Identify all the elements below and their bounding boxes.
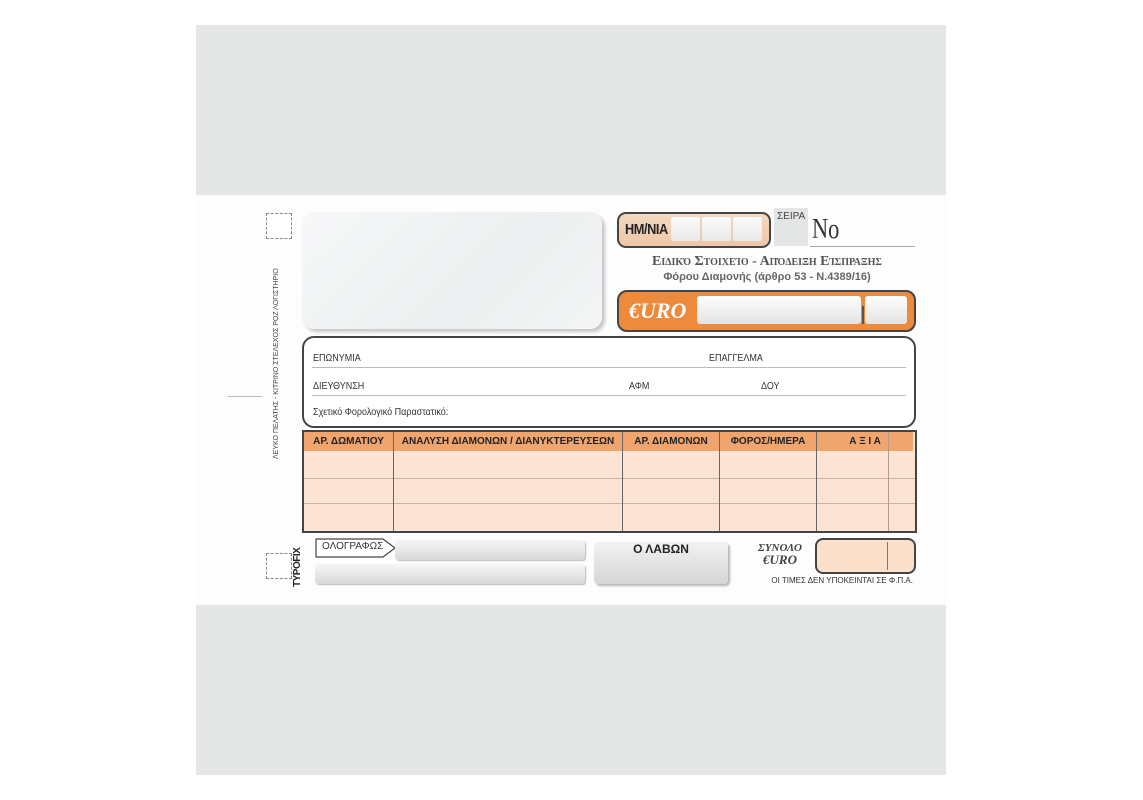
address-label: ΔΙΕΥΘΥΝΣΗ xyxy=(313,381,365,392)
company-line[interactable] xyxy=(312,367,906,368)
date-label: HM/NIA xyxy=(625,221,668,238)
issuer-stamp-area[interactable] xyxy=(302,212,602,329)
document-subtitle: Φόρου Διαμονής (άρθρο 53 - Ν.4389/16) xyxy=(663,271,871,283)
bottom-grey-band xyxy=(196,605,946,775)
in-words-input-1[interactable] xyxy=(395,540,585,560)
receiver-signature-box[interactable] xyxy=(594,542,728,584)
bottom-checkbox[interactable] xyxy=(266,553,292,579)
top-grey-band xyxy=(196,25,946,195)
date-field[interactable] xyxy=(617,212,771,248)
in-words-input-2[interactable] xyxy=(315,564,585,584)
series-field[interactable] xyxy=(774,208,808,246)
stay-details-table xyxy=(302,430,917,533)
number-label: Νο xyxy=(812,214,840,245)
related-docs-label: Σχετικό Φορολογικό Παραστατικό: xyxy=(313,407,449,418)
total-label-line1: ΣΥΝΟΛΟ xyxy=(758,542,802,554)
top-checkbox[interactable] xyxy=(266,213,292,239)
header-tax-per-day: ΦΟΡΟΣ/ΗΜΕΡΑ xyxy=(720,432,817,451)
euro-amount-input[interactable] xyxy=(697,296,861,324)
table-row xyxy=(304,478,915,479)
header-stay-count: ΑΡ. ΔΙΑΜΟΝΩΝ xyxy=(623,432,720,451)
total-label xyxy=(746,542,814,566)
column-divider xyxy=(816,432,817,531)
date-year-cell[interactable] xyxy=(733,217,762,241)
header-stay-analysis: ΑΝΑΛΥΣΗ ΔΙΑΜΟΝΩΝ / ΔΙΑΝΥΚΤΕΡΕΥΣΕΩΝ xyxy=(394,432,623,451)
in-words-label: ΟΛΟΓΡΑΦΩΣ xyxy=(322,541,384,552)
series-label: ΣΕΙΡΑ xyxy=(777,211,806,222)
euro-label: €URO xyxy=(629,298,687,323)
customer-info-box xyxy=(302,336,916,428)
column-divider xyxy=(719,432,720,531)
decimal-separator-mark xyxy=(862,306,864,324)
number-underline xyxy=(810,246,915,247)
euro-amount-field[interactable] xyxy=(617,290,916,332)
document-title: Ειδικό Στοιχείο - Απόδειξη Είσπραξης xyxy=(652,254,882,269)
date-day-cell[interactable] xyxy=(671,217,700,241)
total-amount-field[interactable] xyxy=(815,538,916,574)
copy-color-legend: ΛΕΥΚΟ ΠΕΛΑΤΗΣ - ΚΙΤΡΙΝΟ ΣΤΕΛΕΧΟΣ ΡΟΖ ΛΟΓΙΣΤΗΡΙΟ xyxy=(273,268,280,459)
vat-note: ΟΙ ΤΙΜΕΣ ΔΕΝ ΥΠΟΚΕΙΝΤΑΙ ΣΕ Φ.Π.Α. xyxy=(771,576,913,585)
printer-brand: TYPOFIX xyxy=(292,547,303,587)
column-divider xyxy=(622,432,623,531)
side-fold-line xyxy=(228,396,262,397)
euro-cents-input[interactable] xyxy=(865,296,907,324)
company-label: ΕΠΩΝΥΜΙΑ xyxy=(313,353,361,364)
receiver-label: Ο ΛΑΒΩΝ xyxy=(633,542,689,556)
cents-divider xyxy=(888,432,889,531)
header-room-number: ΑΡ. ΔΩΜΑΤΙΟΥ xyxy=(304,432,394,451)
header-value: Α Ξ Ι Α xyxy=(817,432,913,451)
tax-id-label: ΑΦΜ xyxy=(629,381,650,392)
table-row xyxy=(304,503,915,504)
address-line[interactable] xyxy=(312,395,906,396)
column-divider xyxy=(393,432,394,531)
tax-office-label: ΔΟΥ xyxy=(761,381,780,392)
date-month-cell[interactable] xyxy=(702,217,731,241)
total-cents-divider xyxy=(887,542,888,570)
total-label-line2: €URO xyxy=(763,552,797,567)
profession-label: ΕΠΑΓΓΕΛΜΑ xyxy=(709,353,763,364)
